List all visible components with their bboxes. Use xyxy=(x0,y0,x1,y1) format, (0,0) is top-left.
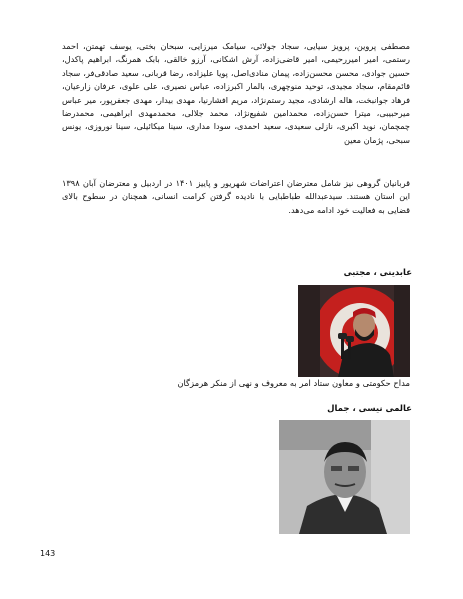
person-heading-alami-neisi: عالمی نیسی ، جمال xyxy=(327,404,412,414)
person-caption-abedini: مداح حکومتی و معاون ستاد امر به معروف و نهی از منکر هرمزگان xyxy=(177,378,410,388)
page-number: 143 xyxy=(40,549,56,558)
portrait-photo-abedini xyxy=(298,285,410,377)
person-heading-abedini: عابدینی ، مجتبی xyxy=(343,268,412,278)
portrait-photo-alami-neisi xyxy=(279,420,410,534)
names-paragraph: مصطفی پروین، پرویز سیایی، سجاد جولائی، سیامک میرزایی، سبحان بختی، یوسف تهمتن، احمد رستمی، امیر امیررحیمی، امیر قاضی‌زاده، آرش اشکانی، آرزو خالقی، بابک همرنگ، ابراهیم پاکدل، حسین جوادی، محسن محسن‌زاده، پیمان منادی‌اصل، پویا علیزاده، رضا قربانی، سعید صادقی‌فر، سجاد قائم‌مقام، سجاد مجیدی، توحید منوچهری، بالمار اکبرزاده، عباس نصیری، علی علوی، عرفان زارعیان، فرهاد جوانبخت، هاله ارشادی، مجید رستم‌نژاد، مریم افشارنیا، مهدی بیدار، مهدی جعفرپور، میر عباس میرحبیبی، میترا حسن‌زاده، محمدامین شفیع‌نژاد، محمد جلالی، محمدمهدی ابراهیمی، محمدرضا چمچمان، نوید اکبری، نازلی سعیدی، سعید احمدی، سودا مداری، سینا میکائیلی، سینا نوروزی، یونس سبحی، پژمان معین xyxy=(62,41,410,145)
victims-paragraph: قربانیان گروهی نیز شامل معترضان اعتراضات شهریور و پاییز ۱۴۰۱ در اردبیل و معترضان آبان ۱۳۹۸ این استان هستند. سیدعبدالله طباطبایی با نادیده گرفتن کرامت انسانی، همچنان در سطوح بالای قضایی به فعالیت خود ادامه می‌دهد. xyxy=(62,178,410,215)
